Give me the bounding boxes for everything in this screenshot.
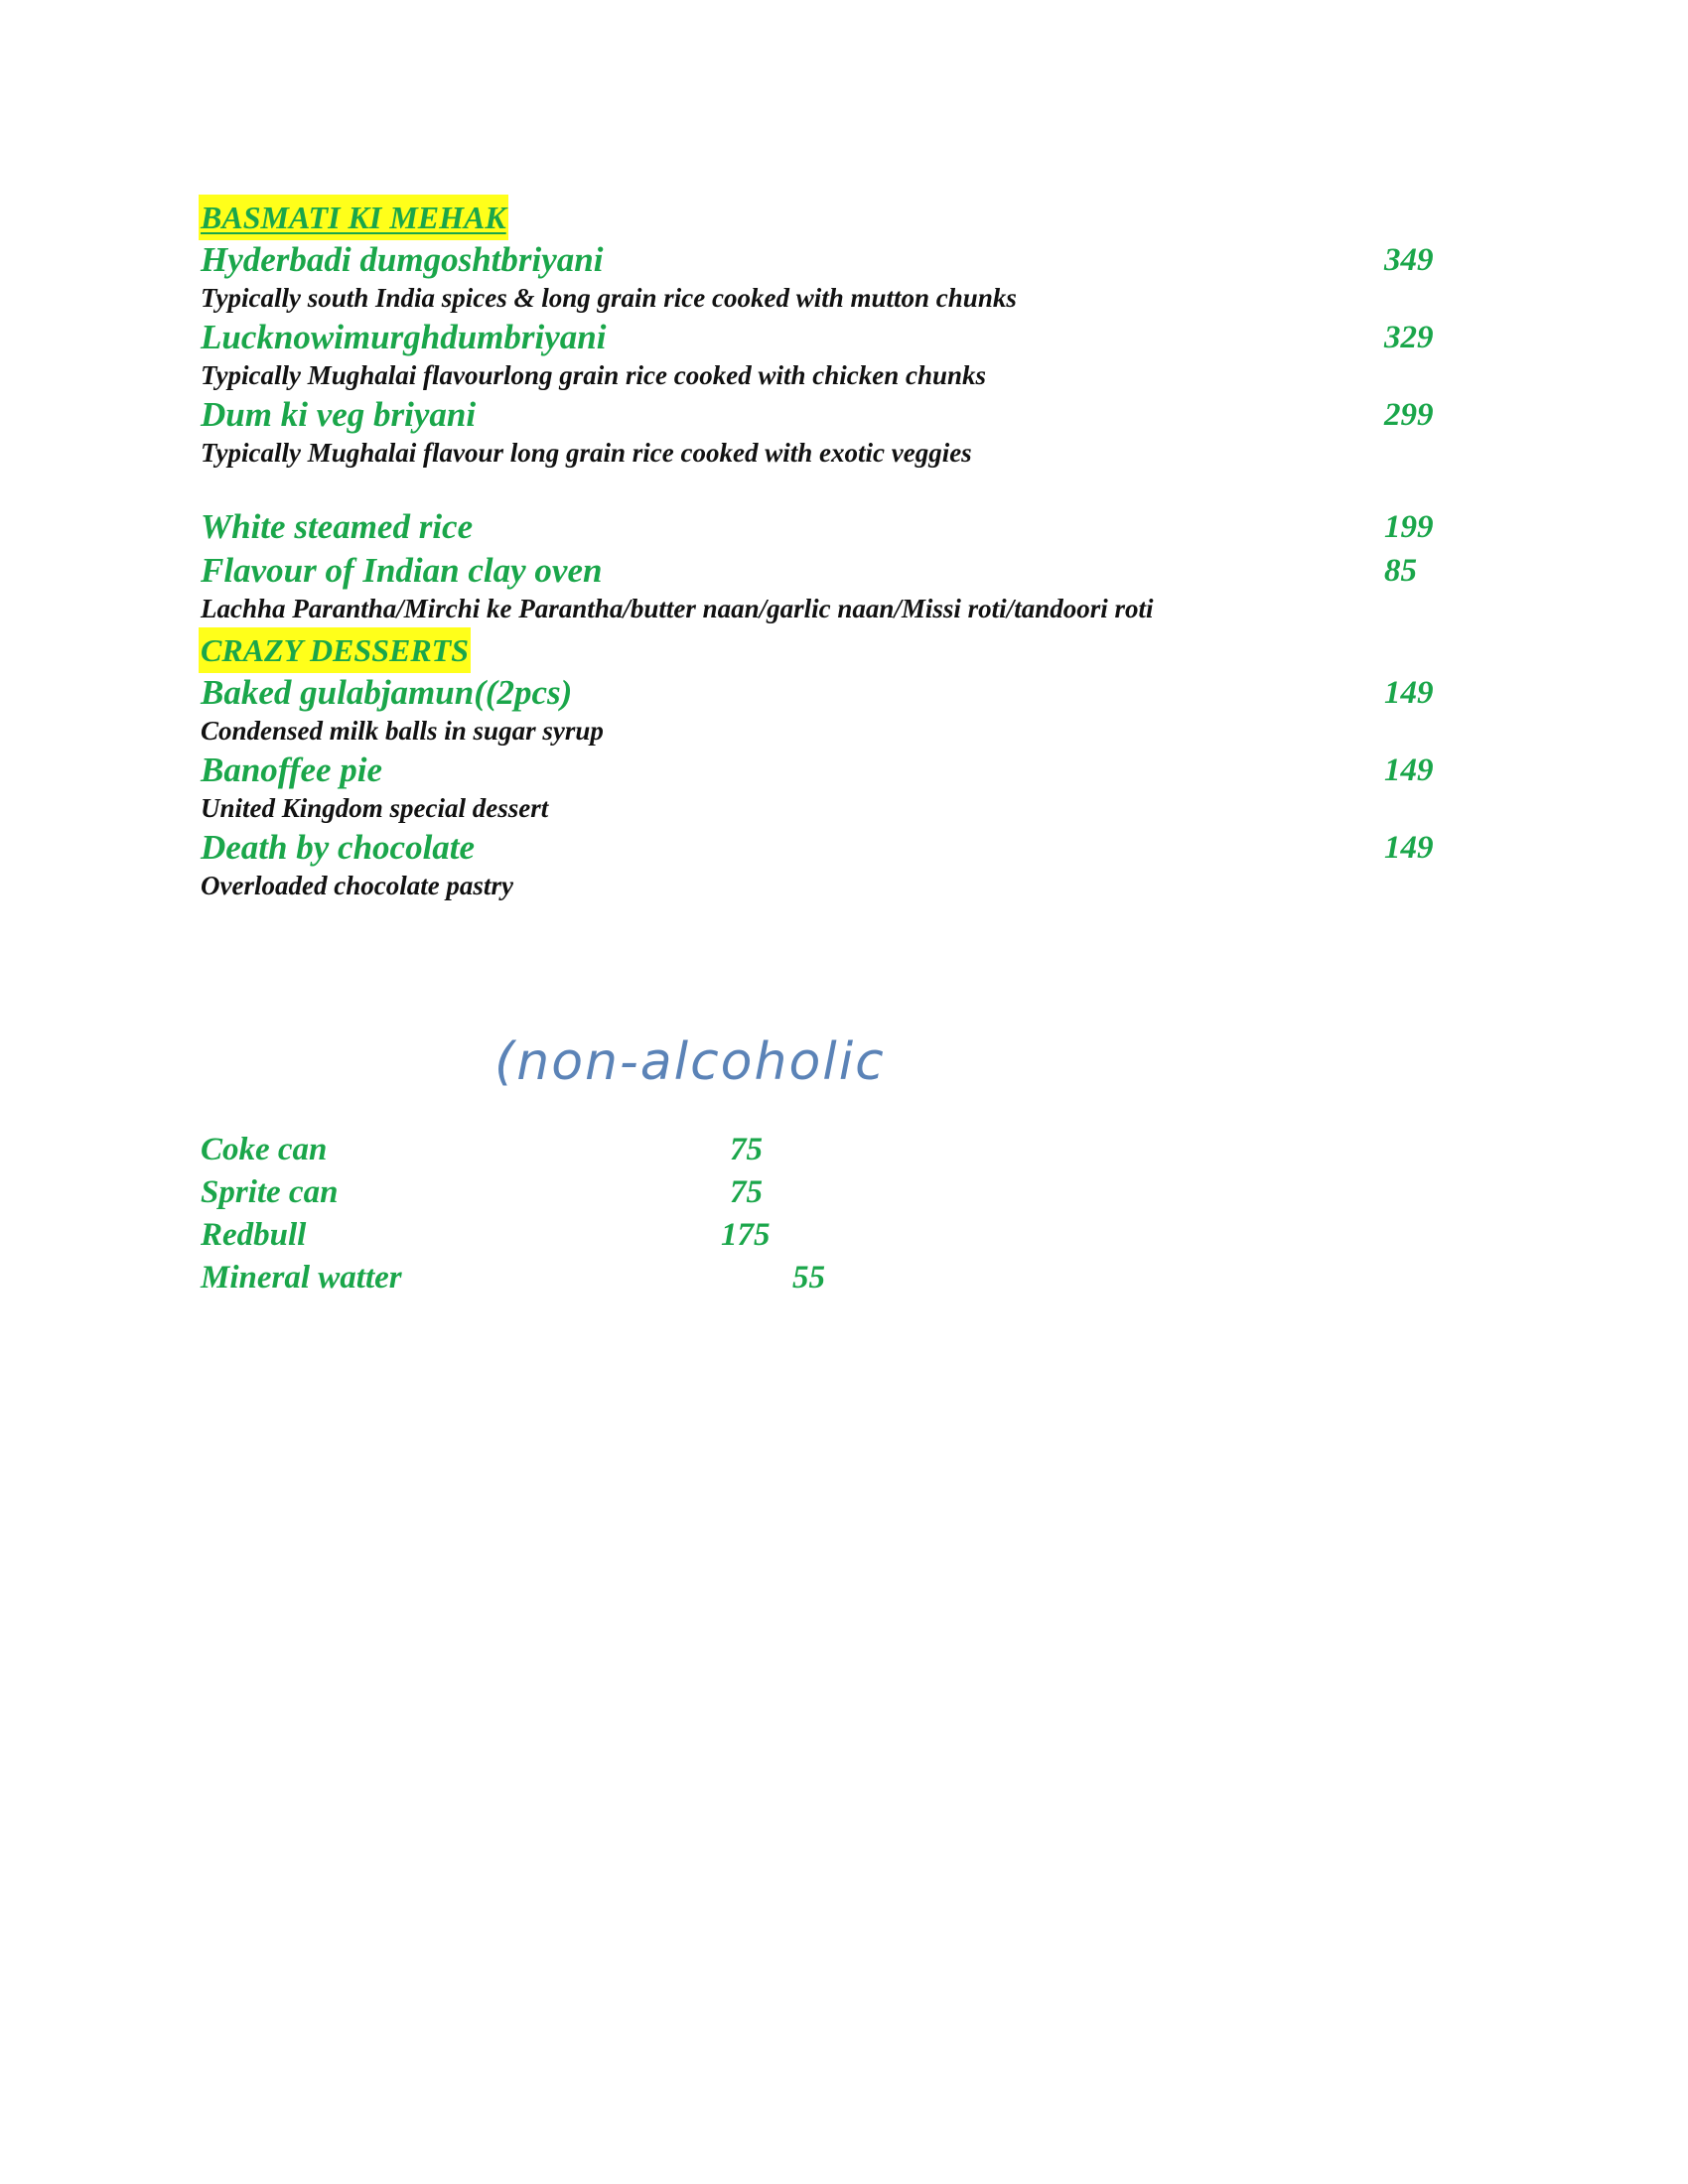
menu-item-price: 299 xyxy=(1384,397,1434,433)
menu-item-description: United Kingdom special dessert xyxy=(201,793,549,823)
menu-item-name: Dum ki veg briyani xyxy=(201,395,477,434)
beverage-item-name: Coke can xyxy=(201,1132,328,1167)
section-heading-desserts: CRAZY DESSERTS xyxy=(199,627,471,673)
menu-item-price: 149 xyxy=(1384,830,1434,866)
menu-item-name: Hyderbadi dumgoshtbriyani xyxy=(201,240,604,279)
section-heading-beverages: (non-alcoholic xyxy=(494,1032,886,1092)
beverage-item-price: 55 xyxy=(792,1260,825,1296)
beverage-item-price: 75 xyxy=(730,1132,763,1167)
menu-item-name: Lucknowimurghdumbriyani xyxy=(201,318,607,356)
menu-item-description: Typically south India spices & long grain rice cooked with mutton chunks xyxy=(201,283,1017,313)
menu-item-description: Lachha Parantha/Mirchi ke Parantha/butter naan/garlic naan/Missi roti/tandoori roti xyxy=(201,594,1154,623)
menu-item-name: Flavour of Indian clay oven xyxy=(201,551,603,590)
menu-item-description: Condensed milk balls in sugar syrup xyxy=(201,716,604,746)
menu-item-name: White steamed rice xyxy=(201,507,474,546)
menu-item-name: Death by chocolate xyxy=(201,828,476,867)
beverage-item-name: Mineral watter xyxy=(201,1260,402,1296)
beverage-item-price: 175 xyxy=(721,1217,771,1253)
section-heading-basmati: BASMATI KI MEHAK xyxy=(199,195,508,240)
menu-item-price: 149 xyxy=(1384,675,1434,711)
menu-item-description: Overloaded chocolate pastry xyxy=(201,871,513,900)
menu-item-description: Typically Mughalai flavour long grain rice cooked with exotic veggies xyxy=(201,438,972,468)
menu-item-price: 329 xyxy=(1384,320,1434,355)
menu-item-price: 199 xyxy=(1384,509,1434,545)
beverage-item-name: Sprite can xyxy=(201,1174,339,1210)
menu-item-price: 149 xyxy=(1384,752,1434,788)
menu-item-description: Typically Mughalai flavourlong grain rice cooked with chicken chunks xyxy=(201,360,987,390)
menu-item-price: 349 xyxy=(1384,242,1434,278)
menu-item-price: 85 xyxy=(1384,553,1417,589)
menu-item-name: Banoffee pie xyxy=(201,751,383,789)
menu-item-name: Baked gulabjamun((2pcs) xyxy=(201,673,573,712)
beverage-item-price: 75 xyxy=(730,1174,763,1210)
beverage-item-name: Redbull xyxy=(201,1217,307,1253)
